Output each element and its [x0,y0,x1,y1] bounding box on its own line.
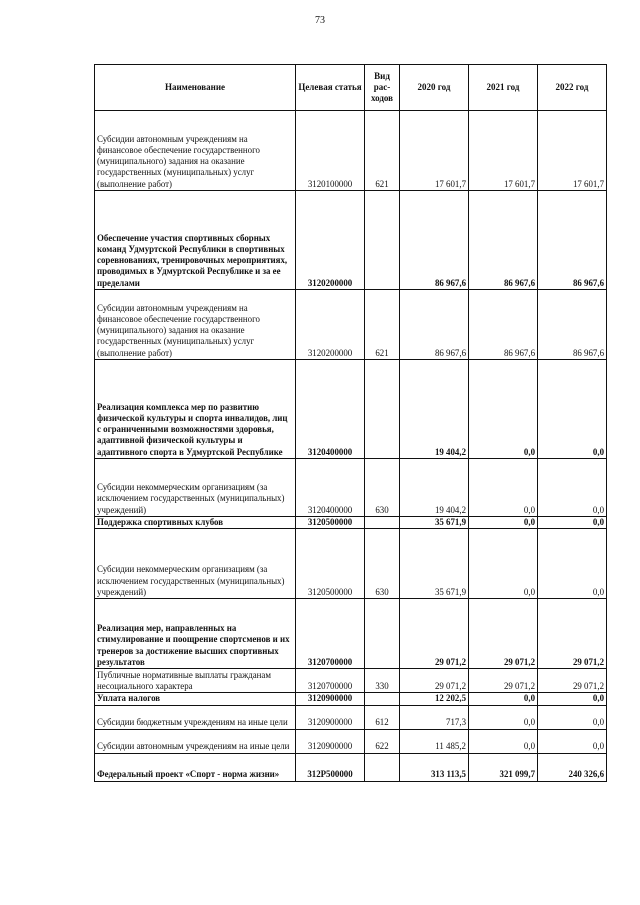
table-row [95,753,607,781]
row-expense-kind [365,693,400,705]
header-2022: 2022 год [538,65,607,111]
row-expense-kind: 612 [365,705,400,729]
row-value-2020: 19 404,2 [400,360,469,459]
row-name: Уплата налогов [95,693,296,705]
row-expense-kind: 330 [365,669,400,693]
row-value-2022: 86 967,6 [538,191,607,290]
row-name: Субсидии некоммерческим организациям (за исключением государственных (муниципальных) учреждений) [95,459,296,517]
table-row [95,705,607,729]
row-target-code: 3120700000 [296,669,365,693]
row-target-code: 3120500000 [296,517,365,529]
row-target-code: 3120900000 [296,729,365,753]
row-value-2022: 17 601,7 [538,111,607,191]
row-name: Субсидии автономным учреждениям на финансовое обеспечение государственного (муниципального) задания на оказание государственных (муниципальных) услуг (выполнение работ) [95,111,296,191]
row-target-code: 3120500000 [296,529,365,599]
row-value-2021: 0,0 [469,517,538,529]
page-number: 73 [315,15,325,26]
row-target-code: 3120100000 [296,111,365,191]
row-value-2020: 19 404,2 [400,459,469,517]
row-target-code: 3120200000 [296,191,365,290]
row-name: Публичные нормативные выплаты гражданам несоциального характера [95,669,296,693]
table-row [95,111,607,191]
row-value-2020: 717,3 [400,705,469,729]
row-value-2020: 11 485,2 [400,729,469,753]
row-value-2022: 29 071,2 [538,669,607,693]
row-value-2022: 29 071,2 [538,599,607,669]
row-target-code: 3120400000 [296,360,365,459]
row-value-2021: 17 601,7 [469,111,538,191]
table-row [95,693,607,705]
row-value-2020: 12 202,5 [400,693,469,705]
table-row [95,669,607,693]
row-value-2021: 29 071,2 [469,669,538,693]
row-value-2022: 0,0 [538,529,607,599]
row-name: Субсидии автономным учреждениям на иные цели [95,729,296,753]
header-name: Наименование [95,65,296,111]
row-value-2021: 0,0 [469,459,538,517]
row-expense-kind: 621 [365,111,400,191]
row-name: Субсидии бюджетным учреждениям на иные цели [95,705,296,729]
row-target-code: 3120900000 [296,693,365,705]
row-value-2020: 17 601,7 [400,111,469,191]
row-value-2022: 86 967,6 [538,290,607,360]
row-value-2022: 0,0 [538,360,607,459]
row-value-2021: 321 099,7 [469,753,538,781]
budget-table [94,64,607,782]
row-value-2021: 0,0 [469,360,538,459]
row-value-2021: 0,0 [469,529,538,599]
table-row [95,599,607,669]
table-row [95,290,607,360]
header-2021: 2021 год [469,65,538,111]
row-value-2022: 240 326,6 [538,753,607,781]
row-expense-kind: 630 [365,529,400,599]
row-value-2022: 0,0 [538,459,607,517]
table-row [95,517,607,529]
row-expense-kind [365,360,400,459]
row-value-2021: 0,0 [469,693,538,705]
row-target-code: 312P500000 [296,753,365,781]
table-header-row [95,65,607,111]
table-row [95,191,607,290]
row-value-2021: 0,0 [469,705,538,729]
row-value-2020: 29 071,2 [400,599,469,669]
row-value-2020: 86 967,6 [400,290,469,360]
row-value-2021: 29 071,2 [469,599,538,669]
row-value-2020: 313 113,5 [400,753,469,781]
row-expense-kind [365,753,400,781]
header-target: Целевая статья [296,65,365,111]
table-row [95,529,607,599]
row-target-code: 3120200000 [296,290,365,360]
row-value-2021: 86 967,6 [469,290,538,360]
row-name: Поддержка спортивных клубов [95,517,296,529]
row-expense-kind [365,517,400,529]
row-expense-kind: 621 [365,290,400,360]
row-value-2020: 35 671,9 [400,517,469,529]
table-row [95,459,607,517]
row-name: Обеспечение участия спортивных сборных команд Удмуртской Республики в спортивных соревнованиях, тренировочных мероприятиях, проводимых в Удмуртской Республике и за ее пределами [95,191,296,290]
row-name: Реализация мер, направленных на стимулирование и поощрение спортсменов и их тренеров за достижение высших спортивных результатов [95,599,296,669]
table-row [95,360,607,459]
row-expense-kind [365,191,400,290]
row-value-2022: 0,0 [538,517,607,529]
row-expense-kind: 622 [365,729,400,753]
row-name: Субсидии некоммерческим организациям (за исключением государственных (муниципальных) учреждений) [95,529,296,599]
row-value-2022: 0,0 [538,693,607,705]
header-kind: Вид рас-ходов [365,65,400,111]
row-target-code: 3120900000 [296,705,365,729]
row-value-2022: 0,0 [538,729,607,753]
row-name: Субсидии автономным учреждениям на финансовое обеспечение государственного (муниципального) задания на оказание государственных (муниципальных) услуг (выполнение работ) [95,290,296,360]
row-name: Федеральный проект «Спорт - норма жизни» [95,753,296,781]
row-value-2020: 29 071,2 [400,669,469,693]
row-value-2021: 86 967,6 [469,191,538,290]
row-expense-kind: 630 [365,459,400,517]
row-value-2021: 0,0 [469,729,538,753]
row-name: Реализация комплекса мер по развитию физической культуры и спорта инвалидов, лиц с ограниченными возможностями здоровья, адаптивной физической культуры и адаптивного спорта в Удмуртской Республике [95,360,296,459]
header-2020: 2020 год [400,65,469,111]
row-expense-kind [365,599,400,669]
row-target-code: 3120400000 [296,459,365,517]
row-target-code: 3120700000 [296,599,365,669]
row-value-2020: 35 671,9 [400,529,469,599]
row-value-2020: 86 967,6 [400,191,469,290]
table-row [95,729,607,753]
row-value-2022: 0,0 [538,705,607,729]
